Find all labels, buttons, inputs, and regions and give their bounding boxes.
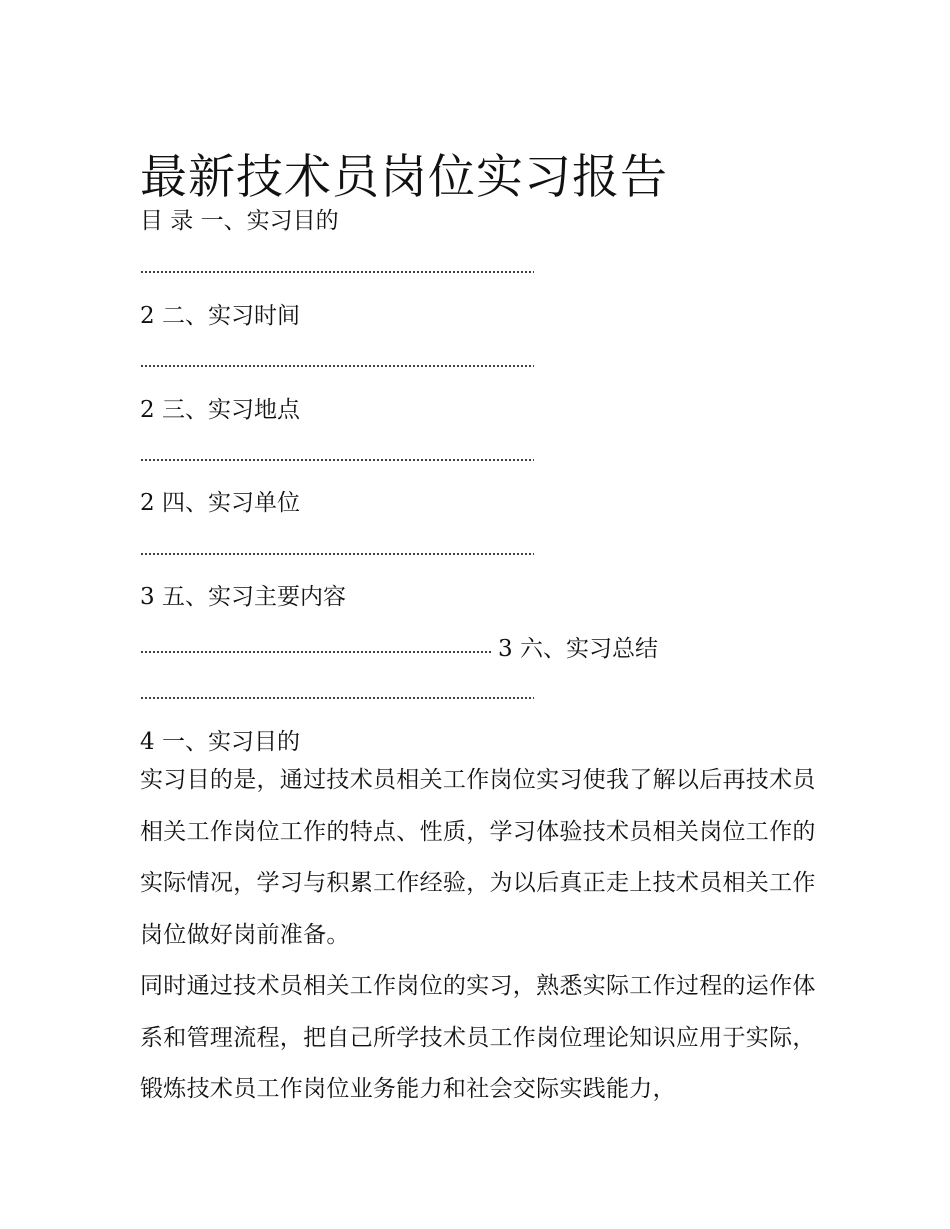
toc-leader xyxy=(140,440,534,473)
toc-entry-label: 一、实习目的 xyxy=(161,729,300,755)
toc-entry-label: 三、实习地点 xyxy=(161,397,300,423)
toc-page-number: 2 xyxy=(140,397,155,423)
toc-leader xyxy=(140,534,534,567)
toc-page-number: 2 xyxy=(140,303,155,329)
body-paragraph: 同时通过技术员相关工作岗位的实习，熟悉实际工作过程的运作体系和管理流程，把自己所学技术员工作岗位理论知识应用于实际，锻炼技术员工作岗位业务能力和社会交际实践能力， xyxy=(140,973,816,1102)
toc-entry-label: 二、实习时间 xyxy=(161,303,300,329)
dot-leader xyxy=(140,534,534,558)
body-paragraph: 实习目的是，通过技术员相关工作岗位实习使我了解以后再技术员相关工作岗位工作的特点、性质，学习体验技术员相关岗位工作的实际情况，学习与积累工作经验，为以后真正走上技术员相关工作岗位做好岗前准备。 xyxy=(140,767,816,948)
dot-leader xyxy=(140,252,534,276)
toc-leader xyxy=(140,678,534,711)
toc-entry xyxy=(140,394,300,426)
toc-entry xyxy=(140,581,346,613)
toc-entry xyxy=(140,726,300,758)
document-title: 最新技术员岗位实习报告 xyxy=(140,150,668,206)
toc-leader xyxy=(140,346,534,379)
toc-entry xyxy=(140,487,300,519)
dot-leader xyxy=(140,346,534,370)
toc-heading: 目 录 一、实习目的 xyxy=(140,208,339,234)
toc-page-number: 3 xyxy=(140,584,155,610)
toc-entry-label: 五、实习主要内容 xyxy=(161,584,346,610)
toc-leader xyxy=(140,252,534,285)
toc-entry xyxy=(140,632,658,665)
toc-entry-label: 四、实习单位 xyxy=(161,490,300,516)
dot-leader xyxy=(140,632,492,656)
toc-entry xyxy=(140,300,300,332)
dot-leader xyxy=(140,440,534,464)
dot-leader xyxy=(140,678,534,702)
toc-entry-label: 六、实习总结 xyxy=(519,636,658,662)
toc-page-number: 4 xyxy=(140,729,155,755)
toc-page-number: 2 xyxy=(140,490,155,516)
toc-page-number: 3 xyxy=(498,636,513,662)
